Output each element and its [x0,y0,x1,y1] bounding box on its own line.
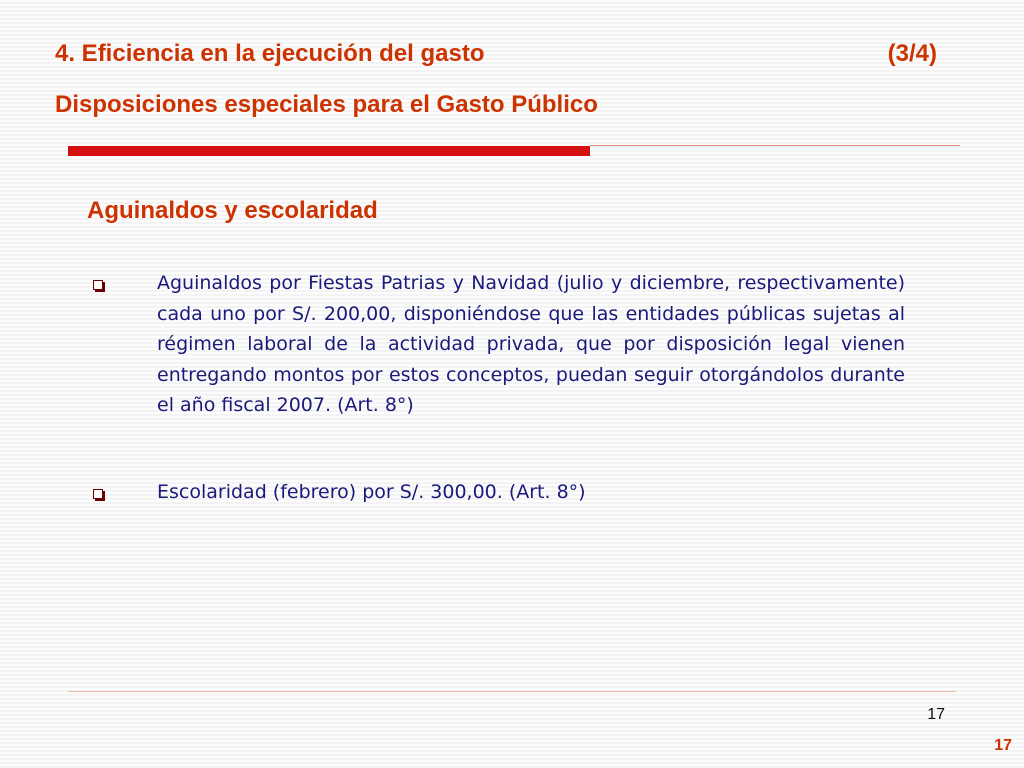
bullet-text: Aguinaldos por Fiestas Patrias y Navidad (julio y diciembre, respectivamente) cada uno por S/. 200,00, disponiéndose que las entidades públicas sujetas al régimen laboral de la actividad privada, que por disposición legal vienen entregando montos por estos conceptos, puedan seguir otorgándolos durante el año fiscal 2007. (Art. 8°) [157,272,905,416]
section-heading: Aguinaldos y escolaridad [87,197,378,224]
header-divider-bar [68,146,590,156]
footer-divider-line [68,691,956,692]
slide-counter: (3/4) [887,40,937,67]
header-divider-line [590,145,960,146]
square-bullet-icon [93,489,103,499]
slide-number: 17 [994,737,1012,754]
bullet-text: Escolaridad (febrero) por S/. 300,00. (Art. 8°) [157,481,586,503]
slide-subtitle: Disposiciones especiales para el Gasto Público [55,91,598,118]
square-bullet-icon [93,280,103,290]
footer-page-number: 17 [927,706,945,723]
slide-title [55,37,937,71]
slide-title-text: 4. Eficiencia en la ejecución del gasto [55,40,485,67]
